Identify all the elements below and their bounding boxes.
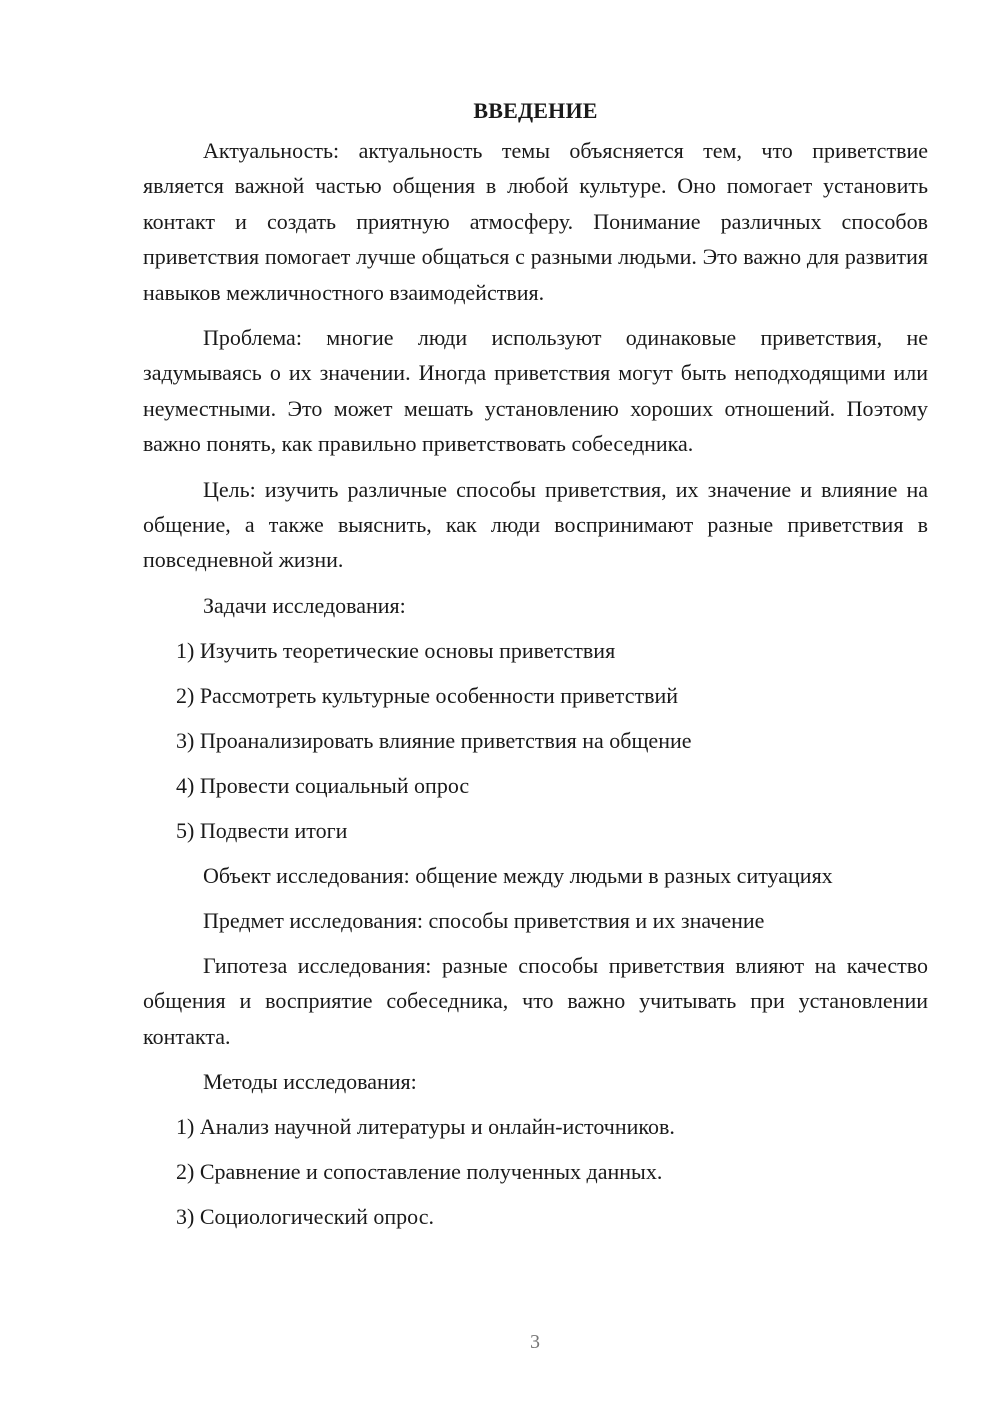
tasks-list bbox=[143, 633, 928, 848]
list-item: 2) Сравнение и сопоставление полученных данных. bbox=[176, 1159, 663, 1185]
methods-list bbox=[143, 1109, 928, 1234]
relevance-paragraph: Актуальность: актуальность темы объясняется тем, что приветствие является важной частью общения в любой культуре. Оно помогает установить контакт и создать приятную атмосферу. Понимание различных способов приветствия помогает лучше общаться с разными людьми. Это важно для развития навыков межличностного взаимодействия. bbox=[143, 138, 928, 305]
list-item: 5) Подвести итоги bbox=[176, 817, 348, 843]
list-item: 4) Провести социальный опрос bbox=[176, 772, 470, 798]
tasks-label: Задачи исследования: bbox=[203, 592, 406, 618]
document-page bbox=[143, 93, 928, 1234]
list-item: 1) Изучить теоретические основы приветствия bbox=[176, 637, 616, 663]
methods-label: Методы исследования: bbox=[203, 1069, 417, 1095]
list-item: 3) Проанализировать влияние приветствия на общение bbox=[176, 727, 692, 753]
hypothesis-paragraph: Гипотеза исследования: разные способы приветствия влияют на качество общения и восприятие собеседника, что важно учитывать при установлении контакта. bbox=[143, 952, 928, 1049]
list-item: 2) Рассмотреть культурные особенности приветствий bbox=[176, 682, 679, 708]
problem-paragraph: Проблема: многие люди используют одинаковые приветствия, не задумываясь о их значении. Иногда приветствия могут быть неподходящими или неуместными. Это может мешать установлению хороших отношений. Поэтому важно понять, как правильно приветствовать собеседника. bbox=[143, 325, 928, 457]
list-item: 1) Анализ научной литературы и онлайн-источников. bbox=[176, 1114, 675, 1140]
page-number: 3 bbox=[530, 1331, 540, 1353]
list-item: 3) Социологический опрос. bbox=[176, 1204, 434, 1230]
page-title: ВВЕДЕНИЕ bbox=[473, 98, 598, 123]
object-line: Объект исследования: общение между людьми в разных ситуациях bbox=[203, 862, 833, 888]
subject-line: Предмет исследования: способы приветствия и их значение bbox=[203, 907, 765, 933]
goal-paragraph: Цель: изучить различные способы приветствия, их значение и влияние на общение, а также выяснить, как люди воспринимают разные приветствия в повседневной жизни. bbox=[143, 476, 928, 573]
